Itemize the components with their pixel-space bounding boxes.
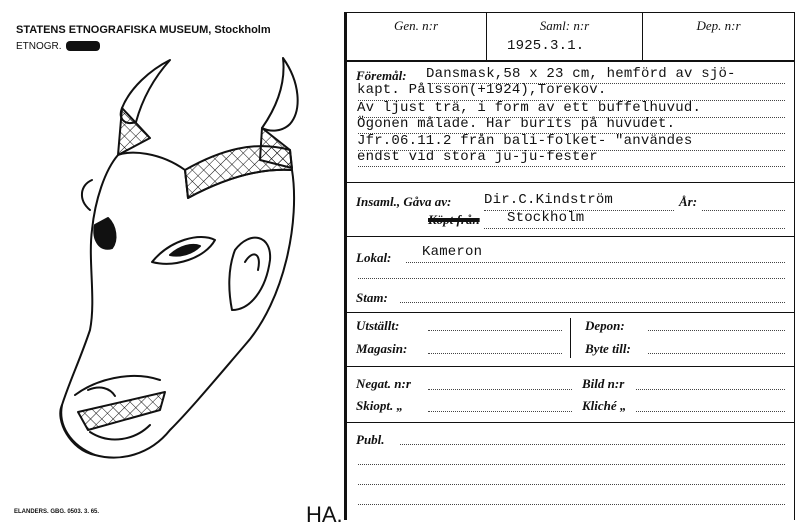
byte-label: Byte till: bbox=[585, 341, 631, 356]
negat-bottom-line bbox=[345, 422, 795, 423]
publ-label: Publ. bbox=[356, 432, 385, 447]
ar-label: År: bbox=[679, 194, 698, 209]
foremal-dotline-2 bbox=[358, 100, 785, 101]
stam-bottom-line bbox=[345, 312, 795, 313]
museum-header: STATENS ETNOGRAFISKA MUSEUM, Stockholm bbox=[16, 24, 271, 36]
depon-dotline bbox=[648, 330, 785, 331]
etnogr-text: ETNOGR. bbox=[16, 41, 62, 52]
foremal-dotline-6 bbox=[358, 166, 785, 167]
byte-dotline bbox=[648, 353, 785, 354]
foremal-line-1: Dansmask,58 x 23 cm, hemförd av sjö- bbox=[426, 66, 736, 82]
stam-dotline bbox=[400, 302, 785, 303]
foremal-label: Föremål: bbox=[356, 68, 407, 83]
negat-label: Negat. n:r bbox=[356, 376, 411, 391]
publ-dotline-2 bbox=[358, 464, 785, 465]
publ-dotline-1 bbox=[400, 444, 785, 445]
foremal-line-6: endst vid stora ju-ju-fester bbox=[357, 149, 598, 165]
ar-dotline bbox=[702, 210, 785, 211]
foremal-dotline-5 bbox=[358, 150, 785, 151]
lokal-label: Lokal: bbox=[356, 250, 392, 265]
handwritten-initials: HA. bbox=[306, 502, 343, 527]
header-divider bbox=[345, 60, 795, 62]
foremal-line-5: Jfr.06.11.2 från bali-folket- "användes bbox=[357, 133, 693, 149]
publ-dotline-4 bbox=[358, 504, 785, 505]
lokal-dotline-2 bbox=[358, 278, 785, 279]
card-top-border bbox=[345, 12, 795, 13]
gen-nr-label: Gen. n:r bbox=[393, 18, 439, 33]
utstallt-label: Utställt: bbox=[356, 318, 400, 333]
lokal-value: Kameron bbox=[422, 244, 483, 260]
skiopt-label: Skiopt. „ bbox=[356, 398, 403, 413]
foremal-line-2: kapt. Pålsson(+1924),Torekov. bbox=[357, 82, 607, 98]
publ-dotline-3 bbox=[358, 484, 785, 485]
negat-dotline bbox=[428, 389, 572, 390]
utstallt-dotline bbox=[428, 330, 562, 331]
magasin-bottom-line bbox=[345, 366, 795, 367]
foremal-dotline-1 bbox=[430, 83, 785, 84]
foremal-line-4: Ögonen målade. Har burits på huvudet. bbox=[357, 116, 676, 132]
foremal-dotline-4 bbox=[358, 133, 785, 134]
kliche-dotline bbox=[636, 411, 785, 412]
depon-label: Depon: bbox=[585, 318, 625, 333]
printer-imprint: ELANDERS. GBG. 0503. 3. 65. bbox=[14, 509, 100, 515]
mask-drawing bbox=[30, 50, 330, 480]
card-left-border bbox=[344, 12, 347, 520]
insaml-dotline-2 bbox=[484, 228, 785, 229]
card-right-border bbox=[794, 12, 795, 520]
kliche-label: Kliché „ bbox=[582, 398, 627, 413]
magasin-dotline bbox=[428, 353, 562, 354]
skiopt-dotline bbox=[428, 411, 572, 412]
bild-label: Bild n:r bbox=[582, 376, 625, 391]
kopt-fran-struck: Köpt från bbox=[428, 212, 480, 227]
magasin-label: Magasin: bbox=[356, 341, 408, 356]
saml-nr-label: Saml: n:r bbox=[539, 18, 590, 33]
bild-dotline bbox=[636, 389, 785, 390]
stam-label: Stam: bbox=[356, 290, 388, 305]
foremal-bottom-line bbox=[345, 182, 795, 183]
insaml-value: Dir.C.Kindström bbox=[484, 192, 614, 208]
depon-divider bbox=[570, 318, 571, 358]
insaml-city: Stockholm bbox=[507, 210, 585, 226]
insaml-label: Insaml., Gåva av: bbox=[356, 194, 452, 209]
dep-nr-label: Dep. n:r bbox=[696, 18, 741, 33]
insaml-bottom-line bbox=[345, 236, 795, 237]
saml-nr-value: 1925.3.1. bbox=[507, 38, 585, 54]
foremal-line-3: Av ljust trä, i form av ett buffelhuvud. bbox=[357, 100, 702, 116]
lokal-dotline bbox=[406, 262, 785, 263]
foremal-dotline-3 bbox=[358, 117, 785, 118]
